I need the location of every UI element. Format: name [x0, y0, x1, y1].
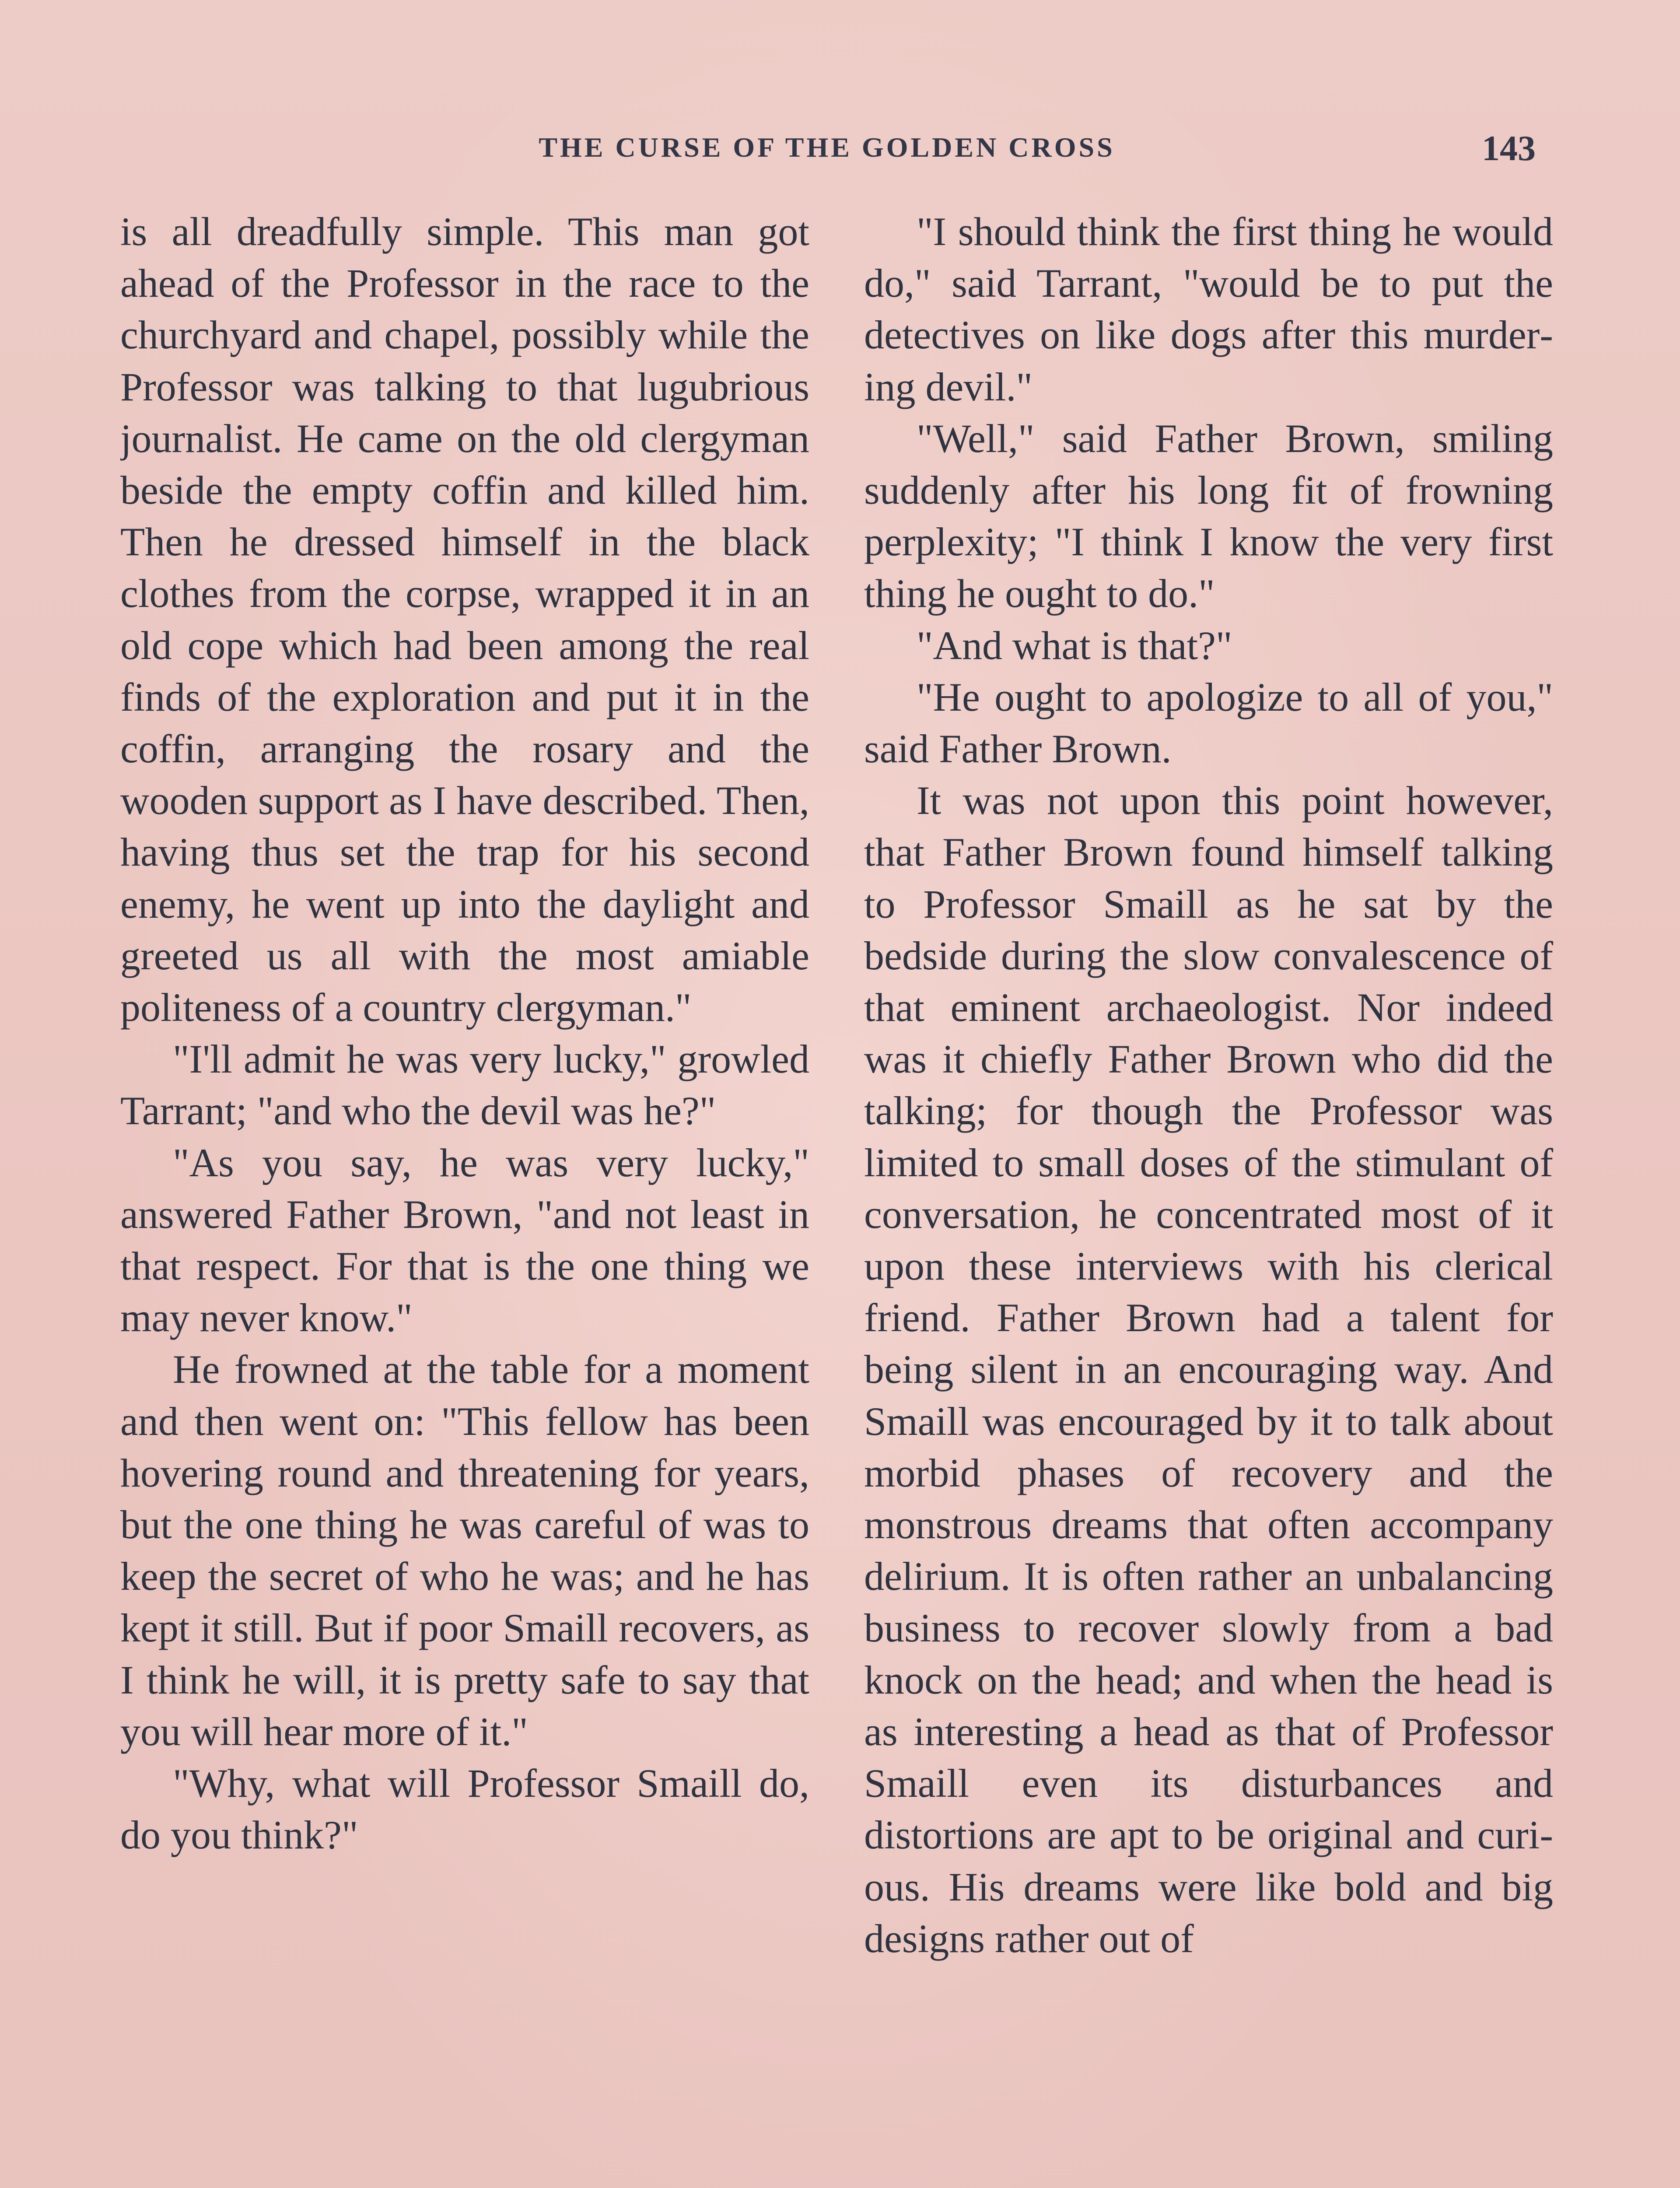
paragraph: "Well," said Father Brown, smiling suddenly after his long fit of frowning perplexity; "I think I know the very first thing he ought to do." [864, 416, 1553, 616]
paragraph: "And what is that?" [917, 623, 1232, 668]
running-title: THE CURSE OF THE GOLDEN CROSS [539, 132, 1115, 163]
paragraph: is all dreadfully simple. This man got ahead of the Professor in the race to the churchyard and chapel, possibly while the Professor was talking to that lugubrious journalist. He came on the old clergyman beside the empty coffin and killed him. Then he dressed himself in the black clothes from the corpse, wrapped it in an old cope which had been among the real finds of the exploration and put it in the coffin, arranging the rosary and the wooden support as I have described. Then, having thus set the trap for his second enemy, he went up into the daylight and greeted us all with the most amiable politeness of a country clergyman." [120, 209, 809, 1030]
paragraph: "I'll admit he was very lucky," growled Tarrant; "and who the devil was he?" [120, 1037, 809, 1133]
paragraph: He frowned at the table for a moment and then went on: "This fellow has been hovering round and threatening for years, but the one thing he was careful of was to keep the secret of who he was; and he has kept it still. But if poor Smaill recovers, as I think he will, it is pretty safe to say that you will hear more of it." [120, 1347, 809, 1754]
paragraph: "As you say, he was very lucky," answered Father Brown, "and not least in that respect. For that is the one thing we may never know." [120, 1140, 809, 1340]
page-header [118, 128, 1536, 179]
paragraph: "Why, what will Professor Smaill do, do you think?" [120, 1761, 809, 1858]
paragraph: "He ought to apologize to all of you," said Father Brown. [864, 674, 1553, 771]
left-column [120, 206, 809, 2188]
page-number: 143 [1482, 128, 1536, 168]
right-column [864, 206, 1553, 2188]
paragraph: "I should think the first thing he would do," said Tarrant, "would be to put the detectives on like dogs after this murdering devil." [864, 209, 1553, 409]
paragraph: It was not upon this point however, that Father Brown found himself talking to Professor Smaill as he sat by the bedside during the slow convalescence of that eminent archaeologist. Nor indeed was it chiefly Father Brown who did the talking; for though the Professor was limited to small doses of the stimulant of conversation, he concentrated most of it upon these interviews with his clerical friend. Father Brown had a talent for being silent in an encouraging way. And Smaill was encouraged by it to talk about morbid phases of recovery and the monstrous dreams that often accompany delirium. It is often rather an unbalancing business to recover slowly from a bad knock on the head; and when the head is as interesting a head as that of Professor Smaill even its disturbances and distortions are apt to be original and curious. His dreams were like bold and big designs rather out of [864, 778, 1553, 1961]
